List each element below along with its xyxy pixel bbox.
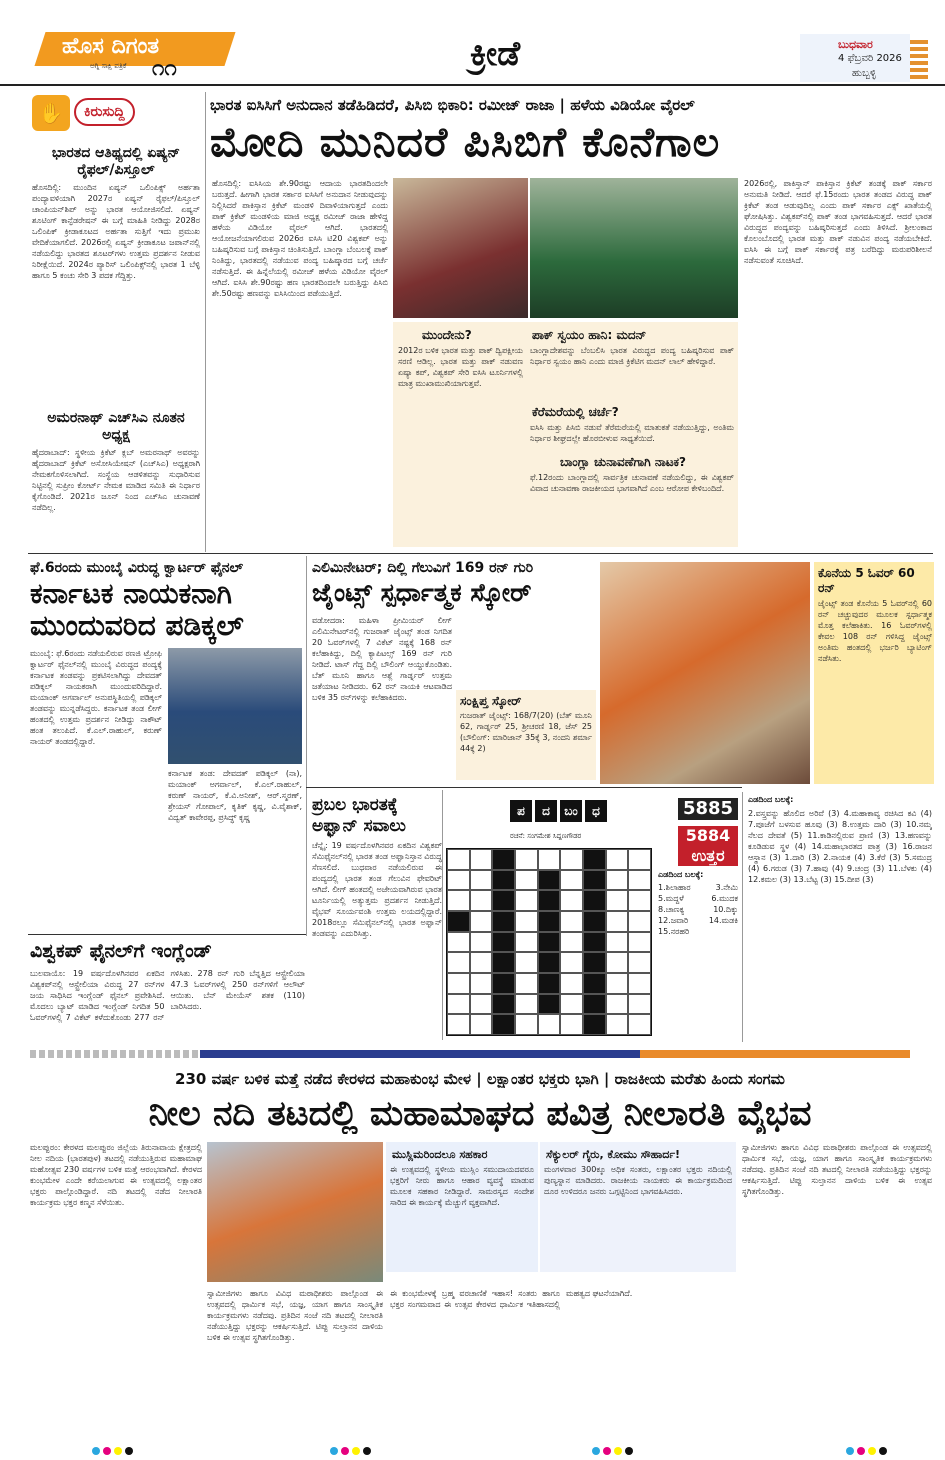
lead-body: ಹೊಸದಿಲ್ಲಿ: ಐಸಿಸಿಯ ಶೇ.90ರಷ್ಟು ಆದಾಯ ಭಾರತದಿಂದಲೇ ಬರುತ್ತದೆ. ಹೀಗಾಗಿ ಭಾರತ ಸರ್ಕಾರ ಐಸಿಸಿಗೆ ಅನುದಾನ ನೀಡುವುದನ್ನು ನಿಲ್ಲಿಸಿದರೆ ಪಾಕಿಸ್ತಾನ ಕ್ರಿಕೆಟ್ ಮಂಡಳಿ ದಿವಾಳಿಯಾಗುತ್ತದೆ ಎಂದು ಪಾಕ್ ಕ್ರಿಕೆಟ್ ಮಂಡಳಿಯ ಮಾಜಿ ಅಧ್ಯಕ್ಷ ರಮೀಜ್ ರಾಜಾ ಹೇಳಿದ್ದ ಹಳೆಯ ವಿಡಿಯೋ ವೈರಲ್ ಆಗಿದೆ. ಭಾರತದಲ್ಲಿ ಆಯೋಜನೆಯಾಗಲಿರುವ 2026ರ ಐಸಿಸಿ ಟಿ20 ವಿಶ್ವಕಪ್ ಅನ್ನು ಬಹಿಷ್ಕರಿಸುವ ಬಗ್ಗೆ ಪಾಕಿಸ್ತಾನ ಚಿಂತಿಸುತ್ತಿದೆ. ಬಾಂಗ್ಲಾ ಬೆಂಬಲಕ್ಕೆ ಪಾಕ್ ನಿಂತಿದ್ದು, ಭಾರತದಲ್ಲಿ ನಡೆಯುವ ಪಂದ್ಯ ಬಹಿಷ್ಕಾರದ ಬಗ್ಗೆ ಚರ್ಚೆ ನಡೆಸುತ್ತಿದೆ. ಈ ಹಿನ್ನೆಲೆಯಲ್ಲಿ ರಮೀಜ್ ಹಳೆಯ ವಿಡಿಯೋ ವೈರಲ್ ಆಗಿದೆ. ಐಸಿಸಿ ಶೇ.90ರಷ್ಟು ಹಣ ಭಾರತದಿಂದಲೇ ಬರುತ್ತಿದ್ದು ಪಿಸಿಬಿ ಶೇ.50ರಷ್ಟು ಹಣವನ್ನು ಐಸಿಸಿಯಿಂದ ಪಡೆಯುತ್ತಿದೆ. xyxy=(212,179,388,298)
crossword-cell[interactable] xyxy=(492,911,515,932)
crossword-cell[interactable] xyxy=(470,870,493,891)
crossword-cell[interactable] xyxy=(583,994,606,1015)
kumbh-photo xyxy=(207,1142,383,1282)
puzzle-number: 5885 xyxy=(678,798,738,820)
color-bar xyxy=(640,1050,910,1058)
crossword-cell[interactable] xyxy=(583,870,606,891)
clues-head: ಎಡದಿಂದ ಬಲಕ್ಕೆ: xyxy=(748,795,794,804)
info-head: ಮುಸ್ಲಿಮರಿಂದಲೂ ಸಹಕಾರ xyxy=(392,1148,488,1161)
crossword-cell[interactable] xyxy=(583,952,606,973)
answer-box xyxy=(678,826,738,866)
hand-icon: ✋ xyxy=(32,95,70,131)
info-body: ಮಂಗಳವಾರ 300ಕ್ಕೂ ಅಧಿಕ ಸಂತರು, ಲಕ್ಷಾಂತರ ಭಕ್ತರು ನದಿಯಲ್ಲಿ ಪುಣ್ಯಸ್ನಾನ ಮಾಡಿದರು. ರಾಜಕೀಯ ನಾಯಕರು ಈ ಕಾರ್ಯಕ್ರಮದಿಂದ ದೂರ ಉಳಿದರೂ ಜನರು ಒಗ್ಗಟ್ಟಿನಿಂದ ಭಾಗವಹಿಸಿದರು. xyxy=(544,1165,732,1196)
crossword-cell[interactable] xyxy=(515,911,538,932)
side-body: ಜೈಂಟ್ಸ್ ತಂಡ ಕೊನೆಯ 5 ಓವರ್‌ನಲ್ಲಿ 60 ರನ್ ಚಚ್ಚುವುದರ ಮೂಲಕ ಸ್ಪರ್ಧಾತ್ಮಕ ಮೊತ್ತ ಕಲೆಹಾಕಿತು. 16 ಓವರ್‌ಗಳಲ್ಲಿ ಕೇವಲ 108 ರನ್ ಗಳಿಸಿದ್ದ ಜೈಂಟ್ಸ್ ಅಂತಿಮ ಹಂತದಲ್ಲಿ ಭರ್ಜರಿ ಬ್ಯಾಟಿಂಗ್ ನಡೆಸಿತು. xyxy=(818,599,932,663)
crossword-cell[interactable] xyxy=(447,890,470,911)
score-head: ಸಂಕ್ಷಿಪ್ತ ಸ್ಕೋರ್ xyxy=(460,694,522,708)
pak-team-photo xyxy=(530,178,738,318)
crossword-cell[interactable] xyxy=(492,932,515,953)
crossword-cell[interactable] xyxy=(538,994,561,1015)
crossword-cell[interactable] xyxy=(538,911,561,932)
sidebar-body: ಬಾಂಗ್ಲಾದೇಶವನ್ನು ಬೆಂಬಲಿಸಿ ಭಾರತ ವಿರುದ್ಧದ ಪಂದ್ಯ ಬಹಿಷ್ಕರಿಸುವ ಪಾಕ್ ನಿರ್ಧಾರ ಸ್ವಯಂ ಹಾನಿ ಎಂದು ಮಾಜಿ ಕ್ರಿಕೆಟಿಗ ಮದನ್ ಲಾಲ್ ಹೇಳಿದ್ದಾರೆ. xyxy=(530,346,734,366)
crossword-letter: ಪ xyxy=(510,800,532,822)
crossword-cell[interactable] xyxy=(515,952,538,973)
crossword-cell[interactable] xyxy=(606,1014,629,1035)
kumbh-body: ಈ ಕುಂಭಮೇಳಕ್ಕೆ ಬ್ರಹ್ಮ ವರಚಾಣಿಕೆ ಇಹಾಸ! ಸಂತರು ಹಾಗೂ ಭಕ್ತರ ಸಂಗಮವಾದ ಈ ಉತ್ಸವ ಕೇರಳದ ಧಾರ್ಮಿಕ ಇತಿಹಾಸದಲ್ಲಿ ಮಹತ್ವದ ಘಟನೆಯಾಗಿದೆ. xyxy=(390,1289,633,1309)
crossword-cell[interactable] xyxy=(447,849,470,870)
side-head: ಕೊನೆಯ 5 ಓವರ್ 60 ರನ್ xyxy=(818,566,915,595)
crossword-cell[interactable] xyxy=(447,932,470,953)
crossword-cell[interactable] xyxy=(628,890,651,911)
column-rule xyxy=(442,790,443,1040)
divider xyxy=(306,787,742,788)
crossword-cell[interactable] xyxy=(538,849,561,870)
crossword-cell[interactable] xyxy=(628,932,651,953)
column-rule xyxy=(205,92,206,552)
crossword-cell[interactable] xyxy=(515,932,538,953)
kumbh-body: ಮಲಪ್ಪುರಂ: ಕೇರಳದ ಮಲಪ್ಪುರಂ ಜಿಲ್ಲೆಯ ತಿರುನಾವಾಯ ಕ್ಷೇತ್ರದಲ್ಲಿ ನೀಲ ನದಿಯ (ಭಾರತಪುಳ) ತಟದಲ್ಲಿ ನಡೆಯುತ್ತಿರುವ ಮಹಾಮಾಘ ಮಹೋತ್ಸವ 230 ವರ್ಷಗಳ ಬಳಿಕ ಮತ್ತೆ ಆರಂಭವಾಗಿದೆ. ಕೇರಳದ ಕುಂಭಮೇಳ ಎಂದೇ ಕರೆಯಲಾಗುವ ಈ ಉತ್ಸವದಲ್ಲಿ ಲಕ್ಷಾಂತರ ಭಕ್ತರು ಪಾಲ್ಗೊಂಡಿದ್ದಾರೆ. ನದಿ ತಟದಲ್ಲಿ ನಡೆದ ನೀಲಾರತಿ ಕಾರ್ಯಕ್ರಮ ಭಕ್ತರ ಕಣ್ಮನ ಸೆಳೆಯಿತು. xyxy=(30,1143,202,1207)
sidebar-body: ಐಸಿಸಿ ಮತ್ತು ಪಿಸಿಬಿ ನಡುವೆ ತೆರೆಮರೆಯಲ್ಲಿ ಮಾತುಕತೆ ನಡೆಯುತ್ತಿದ್ದು, ಅಂತಿಮ ನಿರ್ಧಾರ ಶೀಘ್ರದಲ್ಲೇ ಹೊರಬೀಳುವ ಸಾಧ್ಯತೆಯಿದೆ. xyxy=(530,423,734,443)
crossword-letter: ಧ xyxy=(585,800,607,822)
registration-dots xyxy=(846,1440,890,1459)
clues-head: ಎಡದಿಂದ ಬಲಕ್ಕೆ: xyxy=(658,870,704,879)
crossword-grid[interactable] xyxy=(446,848,652,1036)
brief-body: ಹೊಸದಿಲ್ಲಿ: ಮುಂದಿನ ಏಷ್ಯನ್ ಒಲಿಂಪಿಕ್ಸ್ ಅರ್ಹತಾ ಪಂದ್ಯಾವಳಿಯಾಗಿ 2027ರ ಏಷ್ಯನ್ ರೈಫಲ್/ಪಿಸ್ತೂಲ್ ಚಾಂಪಿಯನ್‌ಶಿಪ್ ಅನ್ನು ಭಾರತ ಆಯೋಜಿಸಲಿದೆ. ಏಷ್ಯನ್ ಶೂಟಿಂಗ್ ಕಾನ್ಫೆಡರೇಷನ್ ಈ ಬಗ್ಗೆ ಮಾಹಿತಿ ನೀಡಿದ್ದು 2028ರ ಒಲಿಂಪಿಕ್ ಕ್ರೀಡಾಕೂಟದ ಅರ್ಹತಾ ಸುತ್ತಿಗೆ ಇದು ಪ್ರಮುಖ ವೇದಿಕೆಯಾಗಲಿದೆ. 2026ರಲ್ಲಿ ಏಷ್ಯನ್ ಕ್ರೀಡಾಕೂಟ ಜಪಾನ್‌ನಲ್ಲಿ ನಡೆಯಲಿದ್ದು ಭಾರತದ ಶೂಟರ್‌ಗಳು ಉತ್ತಮ ಪ್ರದರ್ಶನ ನೀಡುವ ನಿರೀಕ್ಷೆಯಿದೆ. 2024ರ ಪ್ಯಾರಿಸ್ ಒಲಿಂಪಿಕ್ಸ್‌ನಲ್ಲಿ ಭಾರತ 1 ಬೆಳ್ಳಿ ಹಾಗೂ 5 ಕಂಚು ಸೇರಿ 3 ಪದಕ ಗೆದ್ದಿತ್ತು. xyxy=(32,183,200,280)
crossword-cell[interactable] xyxy=(447,994,470,1015)
crossword-title xyxy=(510,800,607,822)
color-bar xyxy=(30,1050,200,1058)
giants-body: ವಡೋದರಾ: ಮಹಿಳಾ ಪ್ರೀಮಿಯರ್ ಲೀಗ್ ಎಲಿಮಿನೇಟರ್‌ನಲ್ಲಿ ಗುಜರಾತ್ ಜೈಂಟ್ಸ್ ತಂಡ ನಿಗದಿತ 20 ಓವರ್‌ಗಳಲ್ಲಿ 7 ವಿಕೆಟ್ ನಷ್ಟಕ್ಕೆ 168 ರನ್ ಕಲೆಹಾಕಿದ್ದು, ದಿಲ್ಲಿ ಕ್ಯಾಪಿಟಲ್ಸ್ 169 ರನ್ ಗುರಿ ನೀಡಿದೆ. ಟಾಸ್ ಗೆದ್ದ ದಿಲ್ಲಿ ಬೌಲಿಂಗ್ ಆಯ್ದುಕೊಂಡಿತು. ಬೆತ್ ಮೂನಿ ಹಾಗೂ ಆಶ್ಲೆ ಗಾರ್ಡ್ನರ್ ಉತ್ತಮ ಜತೆಯಾಟ ನೀಡಿದರು. 62 ರನ್ ನಾಯಕಿ ಆಟವಾಡಿದ ಬಳಿಕ 35 ರನ್‌ಗಳನ್ನು ಕಲೆಹಾಕಿದರು. xyxy=(312,616,452,702)
sidebar-body: 2012ರ ಬಳಿಕ ಭಾರತ ಮತ್ತು ಪಾಕ್ ದ್ವಿಪಕ್ಷೀಯ ಸರಣಿ ಆಡಿಲ್ಲ. ಭಾರತ ಮತ್ತು ಪಾಕ್ ನಡುವಣ ಏಷ್ಯಾ ಕಪ್, ವಿಶ್ವಕಪ್ ಸೇರಿ ಐಸಿಸಿ ಟೂರ್ನಿಗಳಲ್ಲಿ ಮಾತ್ರ ಮುಖಾಮುಖಿಯಾಗುತ್ತವೆ. xyxy=(398,346,523,388)
crossword-cell[interactable] xyxy=(492,973,515,994)
crossword-cell[interactable] xyxy=(470,973,493,994)
crossword-cell[interactable] xyxy=(560,932,583,953)
sidebar-head: ಕೆರೆಮರೆಯಲ್ಲಿ ಚರ್ಚೆ? xyxy=(532,405,619,419)
crossword-cell[interactable] xyxy=(470,1014,493,1035)
padikkal-photo xyxy=(168,648,302,764)
crossword-cell[interactable] xyxy=(560,911,583,932)
page-number: ೧೧ xyxy=(152,56,177,81)
answer-number: 5884 xyxy=(685,826,731,845)
clue-list: 2.ವಸ್ತ್ರವನ್ನು ಹೊಲಿದ ಅರಿವೆ (3) 4.ಮಹಾಕಾವ್ಯ ರಚಿಸಿದ ಕವಿ (4) 7.ಪೂಜೆಗೆ ಬಳಸುವ ಹೂವು (3) 8.ಉತ್ತಮ ದಾರಿ (3) 10.ನಮ್ಮ ನೆಲದ ದೇವತೆ (5) 11.ಕಾಡಿನಲ್ಲಿರುವ ಪ್ರಾಣಿ (3) 13.ಹಣವನ್ನು ಕೂಡಿಡುವ ಸ್ಥಳ (4) 14.ಮಹಾಭಾರತದ ಪಾತ್ರ (3) 16.ರಾಜನ ಆಸ್ಥಾನ (3) 1.ದಾರಿ (3) 2.ನಾಯಕ (4) 3.ಕೆರೆ (3) 5.ಸಮುದ್ರ (4) 6.ಗರುಡ (3) 7.ಹಾವು (4) 9.ಚಂದ್ರ (3) 11.ಬೆಳಕು (4) 12.ಕಮಲ (3) 13.ಬೆಟ್ಟ (3) 15.ದೀಪ (3) xyxy=(748,809,932,884)
crossword-cell[interactable] xyxy=(628,849,651,870)
crossword-cell[interactable] xyxy=(470,849,493,870)
giants-kicker: ಎಲಿಮಿನೇಟರ್; ದಿಲ್ಲಿ ಗೆಲುವಿಗೆ 169 ರನ್ ಗುರಿ xyxy=(312,560,534,576)
sidebar-body: ಫೆ.12ರಂದು ಬಾಂಗ್ಲಾದಲ್ಲಿ ಸಾರ್ವತ್ರಿಕ ಚುನಾವಣೆ ನಡೆಯಲಿದ್ದು, ಈ ವಿಶ್ವಕಪ್ ವಿವಾದ ಚುನಾವಣಾ ರಾಜಕೀಯದ ಭಾಗವಾಗಿದೆ ಎಂಬ ಆರೋಪ ಕೇಳಿಬಂದಿದೆ. xyxy=(530,473,734,493)
crossword-cell[interactable] xyxy=(538,952,561,973)
answer-list: 1.ಶಿಲಾಹಾರ 3.ನೇಮಿ 5.ಮದ್ದಳೆ 6.ಮುದಕ 8.ಚಾಣಕ್ಯ 10.ದಿಕ್ಕು 12.ಜವಾರಿ 14.ಮಡಕಿ 15.ನರಹರಿ xyxy=(658,883,738,936)
crossword-cell[interactable] xyxy=(515,870,538,891)
crossword-cell[interactable] xyxy=(606,973,629,994)
crossword-cell[interactable] xyxy=(560,973,583,994)
crossword-cell[interactable] xyxy=(628,952,651,973)
lead-kicker: ಭಾರತ ಐಸಿಸಿಗೆ ಅನುದಾನ ತಡೆಹಿಡಿದರೆ, ಪಿಸಿಬಿ ಭಿಕಾರಿ: ರಮೀಜ್ ರಾಜಾ | ಹಳೆಯ ವಿಡಿಯೋ ವೈರಲ್ xyxy=(210,96,695,114)
crossword-letter: ಬಂ xyxy=(560,800,582,822)
crossword-cell[interactable] xyxy=(492,952,515,973)
crossword-cell[interactable] xyxy=(583,973,606,994)
day: ಬುಧವಾರ xyxy=(838,38,873,51)
crossword-cell[interactable] xyxy=(628,911,651,932)
divider xyxy=(28,934,306,935)
crossword-credit: ರಚನೆ: ಸಂಗಮೇಶ ಸಿದ್ದಣಗೌಡರ xyxy=(510,832,582,840)
crossword-cell[interactable] xyxy=(606,849,629,870)
sidebar-head: ಪಾಕ್ ಸ್ವಯಂ ಹಾನಿ: ಮದನ್ xyxy=(532,328,647,342)
crossword-cell[interactable] xyxy=(515,1014,538,1035)
crossword-cell[interactable] xyxy=(447,1014,470,1035)
crossword-cell[interactable] xyxy=(492,849,515,870)
crossword-cell[interactable] xyxy=(583,849,606,870)
city: ಹುಬ್ಬಳ್ಳಿ xyxy=(852,68,877,79)
crossword-cell[interactable] xyxy=(515,973,538,994)
team-list: ಕರ್ನಾಟಕ ತಂಡ: ದೇವದತ್ ಪಡಿಕ್ಕಲ್ (ನಾ), ಮಯಾಂಕ್ ಅಗರ್ವಾಲ್, ಕೆ.ಎಲ್.ರಾಹುಲ್, ಕರುಣ್ ನಾಯರ್, ಕೆ.ವಿ.ಅನೀಶ್, ಆರ್.ಸ್ಮರಣ್, ಶ್ರೇಯಸ್ ಗೋಪಾಲ್, ಕೃತಿಕ್ ಕೃಷ್ಣ, ವಿ.ವೈಶಾಕ್, ವಿದ್ವತ್ ಕಾವೇರಪ್ಪ, ಪ್ರಸಿದ್ಧ್ ಕೃಷ್ಣ xyxy=(168,769,302,822)
crossword-cell[interactable] xyxy=(470,952,493,973)
registration-dots xyxy=(92,1440,136,1459)
crossword-cell[interactable] xyxy=(583,1014,606,1035)
padikkal-kicker: ಫೆ.6ರಂದು ಮುಂಬೈ ವಿರುದ್ಧ ಕ್ವಾರ್ಟರ್ ಫೈನಲ್ xyxy=(30,560,244,576)
kiru-label: ಕಿರುಸುದ್ದಿ xyxy=(74,98,135,126)
info-body: ಈ ಉತ್ಸವದಲ್ಲಿ ಸ್ಥಳೀಯ ಮುಸ್ಲಿಂ ಸಮುದಾಯದವರೂ ಭಕ್ತರಿಗೆ ನೀರು ಹಾಗೂ ಆಹಾರ ವ್ಯವಸ್ಥೆ ಮಾಡುವ ಮೂಲಕ ಸಹಕಾರ ನೀಡಿದ್ದಾರೆ. ಸಾಮರಸ್ಯದ ಸಂದೇಶ ಸಾರಿದ ಈ ಕಾರ್ಯಕ್ಕೆ ಮೆಚ್ಚುಗೆ ವ್ಯಕ್ತವಾಗಿದೆ. xyxy=(390,1165,534,1207)
registration-dots xyxy=(330,1440,374,1459)
crossword-cell[interactable] xyxy=(447,973,470,994)
divider xyxy=(28,553,933,554)
crossword-cell[interactable] xyxy=(560,849,583,870)
crossword-cell[interactable] xyxy=(606,911,629,932)
crossword-cell[interactable] xyxy=(538,870,561,891)
score-body: ಗುಜರಾತ್ ಜೈಂಟ್ಸ್: 168/7(20) (ಬೆತ್ ಮೂನಿ 62, ಗಾರ್ಡ್ನರ್ 25, ಶ್ರೀಚರಣಿ 18, ಜೆಸ್ 25 (ಬೌಲಿಂಗ್: ಮಾರಿಜಾನ್ 35ಕ್ಕೆ 3, ನಂದನಿ ಶರ್ಮಾ 44ಕ್ಕೆ 2) xyxy=(460,711,592,753)
padikkal-headline[interactable]: ಕರ್ನಾಟಕ ನಾಯಕನಾಗಿ ಮುಂದುವರಿದ ಪಡಿಕ್ಕಲ್ xyxy=(30,577,244,642)
registration-dots xyxy=(592,1440,636,1459)
ornament xyxy=(910,40,928,80)
padikkal-body: ಮುಂಬೈ: ಫೆ.6ರಂದು ನಡೆಯಲಿರುವ ರಣಜಿ ಟ್ರೋಫಿ ಕ್ವಾರ್ಟರ್ ಫೈನಲ್‌ನಲ್ಲಿ ಮುಂಬೈ ವಿರುದ್ಧದ ಪಂದ್ಯಕ್ಕೆ ಕರ್ನಾಟಕ ತಂಡವನ್ನು ಪ್ರಕಟಿಸಲಾಗಿದ್ದು ದೇವದತ್ ಪಡಿಕ್ಕಲ್ ನಾಯಕರಾಗಿ ಮುಂದುವರಿದಿದ್ದಾರೆ. ಮಯಾಂಕ್ ಅಗರ್ವಾಲ್ ಅನುಪಸ್ಥಿತಿಯಲ್ಲಿ ಪಡಿಕ್ಕಲ್ ತಂಡವನ್ನು ಮುನ್ನಡೆಸಿದ್ದರು. ಕರ್ನಾಟಕ ತಂಡ ಲೀಗ್ ಹಂತದಲ್ಲಿ ಉತ್ತಮ ಪ್ರದರ್ಶನ ನೀಡಿದ್ದು ನಾಕೌಟ್ ಹಂತ ತಲುಪಿದೆ. ಕೆ.ಎಲ್.ರಾಹುಲ್, ಕರುಣ್ ನಾಯರ್ ತಂಡದಲ್ಲಿದ್ದಾರೆ. xyxy=(30,649,162,746)
crossword-cell[interactable] xyxy=(628,973,651,994)
crossword-letter: ದ xyxy=(535,800,557,822)
brief-body: ಹೈದರಾಬಾದ್: ಸ್ಥಳೀಯ ಕ್ರಿಕೆಟ್ ಕ್ಲಬ್ ಅಮರನಾಥ್ ಅವರನ್ನು ಹೈದರಾಬಾದ್ ಕ್ರಿಕೆಟ್ ಅಸೋಸಿಯೇಷನ್ (ಎಚ್‌ಸಿಎ) ಅಧ್ಯಕ್ಷರಾಗಿ ನೇಮಕಗೊಳಿಸಲಾಗಿದೆ. ಸಂಸ್ಥೆಯ ಆಡಳಿತವನ್ನು ಸುಧಾರಿಸುವ ನಿಟ್ಟಿನಲ್ಲಿ ಸುಪ್ರೀಂ ಕೋರ್ಟ್ ನೇಮಕ ಮಾಡಿದ ಸಮಿತಿ ಈ ನಿರ್ಧಾರ ಕೈಗೊಂಡಿದೆ. 2021ರ ಜೂನ್ ನಿಂದ ಎಚ್‌ಸಿಎ ಚುನಾವಣೆ ನಡೆದಿಲ್ಲ. xyxy=(32,448,200,512)
crossword-cell[interactable] xyxy=(583,911,606,932)
giants-headline[interactable]: ಜೈಂಟ್ಸ್ ಸ್ಪರ್ಧಾತ್ಮಕ ಸ್ಕೋರ್ xyxy=(312,578,532,607)
column-rule xyxy=(306,556,307,936)
column-rule xyxy=(742,792,743,1042)
crossword-cell[interactable] xyxy=(538,1014,561,1035)
crossword-cell[interactable] xyxy=(560,1014,583,1035)
crossword-cell[interactable] xyxy=(538,890,561,911)
crossword-cell[interactable] xyxy=(560,890,583,911)
kumbh-headline[interactable]: ನೀಲ ನದಿ ತಟದಲ್ಲಿ ಮಹಾಮಾಘದ ಪವಿತ್ರ ನೀಲಾರತಿ ವೈಭವ xyxy=(148,1094,812,1134)
crossword-cell[interactable] xyxy=(606,890,629,911)
kumbh-body: ಸ್ವಾಮೀಜಿಗಳು ಹಾಗೂ ವಿವಿಧ ಮಠಾಧೀಶರು ಪಾಲ್ಗೊಂಡ ಈ ಉತ್ಸವದಲ್ಲಿ ಧಾರ್ಮಿಕ ಸಭೆ, ಯಜ್ಞ, ಯಾಗ ಹಾಗೂ ಸಾಂಸ್ಕೃತಿಕ ಕಾರ್ಯಕ್ರಮಗಳು ನಡೆದವು. ಪ್ರತಿದಿನ ಸಂಜೆ ನದಿ ತಟದಲ್ಲಿ ನೀಲಾರತಿ ನಡೆಯುತ್ತಿದ್ದು ಭಕ್ತರನ್ನು ಆಕರ್ಷಿಸುತ್ತಿದೆ. ಟಿಪ್ಪು ಸುಲ್ತಾನನ ದಾಳಿಯ ಬಳಿಕ ಈ ಉತ್ಸವ ಸ್ಥಗಿತಗೊಂಡಿತ್ತು. xyxy=(742,1143,932,1196)
crossword-cell[interactable] xyxy=(606,932,629,953)
crossword-cell[interactable] xyxy=(447,911,470,932)
england-body: ಬುಲವಾಯೊ: 19 ವರ್ಷದೊಳಗಿನವರ ಏಕದಿನ ವಿಶ್ವಕಪ್‌ನಲ್ಲಿ ಆಸ್ಟ್ರೇಲಿಯಾ ವಿರುದ್ಧ 27 ರನ್‌ಗಳ ಜಯ ಸಾಧಿಸಿದ ಇಂಗ್ಲೆಂಡ್ ಫೈನಲ್ ಪ್ರವೇಶಿಸಿದೆ. ಮೊದಲು ಬ್ಯಾಟ್ ಮಾಡಿದ ಇಂಗ್ಲೆಂಡ್ ನಿಗದಿತ 50 ಓವರ್‌ಗಳಲ್ಲಿ 7 ವಿಕೆಟ್ ಕಳೆದುಕೊಂಡು 277 ರನ್ ಗಳಿಸಿತು. 278 ರನ್ ಗುರಿ ಬೆನ್ನತ್ತಿದ ಆಸ್ಟ್ರೇಲಿಯಾ 47.3 ಓವರ್‌ಗಳಲ್ಲಿ 250 ರನ್‌ಗಳಿಗೆ ಆಲೌಟ್ ಆಯಿತು. ಬೆನ್ ಮೇಯೆಸ್ ಶತಕ (110) ಬಾರಿಸಿದರು. xyxy=(30,969,305,1022)
lead-headline[interactable]: ಮೋದಿ ಮುನಿದರೆ ಪಿಸಿಬಿಗೆ ಕೊನೆಗಾಲ xyxy=(210,118,721,166)
crossword-cell[interactable] xyxy=(447,870,470,891)
crossword-cell[interactable] xyxy=(447,952,470,973)
lead-body: 2026ರಲ್ಲಿ, ಪಾಕಿಸ್ತಾನ್ ಪಾಕಿಸ್ತಾನ ಕ್ರಿಕೆಟ್ ತಂಡಕ್ಕೆ ಪಾಕ್ ಸರ್ಕಾರ ಅನುಮತಿ ನೀಡಿದೆ. ಆದರೆ ಫೆ.15ರಂದು ಭಾರತ ತಂಡದ ವಿರುದ್ಧ ಪಾಕ್ ಕ್ರಿಕೆಟ್ ತಂಡ ಆಡುವುದಿಲ್ಲ ಎಂದು ಪಾಕ್ ಸರ್ಕಾರ ಎಕ್ಸ್ ಖಾತೆಯಲ್ಲಿ ಘೋಷಿಸಿತ್ತು. ವಿಶ್ವಕಪ್‌ನಲ್ಲಿ ಪಾಕ್ ತಂಡ ಭಾಗವಹಿಸುತ್ತದೆ. ಆದರೆ ಭಾರತ ವಿರುದ್ಧದ ಪಂದ್ಯವನ್ನು ಬಹಿಷ್ಕರಿಸುತ್ತದೆ ಎಂದು ತಿಳಿಸಿದೆ. ಶ್ರೀಲಂಕಾದ ಕೊಲಂಬೊದಲ್ಲಿ ಭಾರತ ಮತ್ತು ಪಾಕ್ ನಡುವಿನ ಪಂದ್ಯ ನಡೆಯಬೇಕಿದೆ. ಐಸಿಸಿ ಈ ಬಗ್ಗೆ ಪಾಕ್ ಸರ್ಕಾರಕ್ಕೆ ಪತ್ರ ಬರೆದಿದ್ದು ಮರುಪರಿಶೀಲನೆ ನಡೆಸುವಂತೆ ಸೂಚಿಸಿದೆ. xyxy=(744,179,932,265)
crossword-cell[interactable] xyxy=(538,973,561,994)
crossword-cell[interactable] xyxy=(628,870,651,891)
kumbh-kicker: 230 ವರ್ಷ ಬಳಿಕ ಮತ್ತೆ ನಡೆದ ಕೇರಳದ ಮಹಾಕುಂಭ ಮೇಳ | ಲಕ್ಷಾಂತರ ಭಕ್ತರು ಭಾಗಿ | ರಾಜಕೀಯ ಮರೆತು ಹಿಂದು ಸಂಗಮ xyxy=(175,1070,785,1088)
ramiz-photo xyxy=(393,178,528,318)
brief-headline[interactable]: ಅಮರನಾಥ್ ಎಚ್‌ಸಿಎ ನೂತನ ಅಧ್ಯಕ್ಷ xyxy=(47,410,185,443)
england-headline[interactable]: ವಿಶ್ವಕಪ್ ಫೈನಲ್‌ಗೆ ಇಂಗ್ಲೆಂಡ್ xyxy=(30,940,212,962)
info-head: ಸೆಕ್ಯುಲರ್ ಗೈರು, ಕೋಮು ಸೌಹಾರ್ದ! xyxy=(546,1148,681,1161)
crossword-cell[interactable] xyxy=(538,932,561,953)
crossword-cell[interactable] xyxy=(492,994,515,1015)
crossword-cell[interactable] xyxy=(583,890,606,911)
answer-label: ಉತ್ತರ xyxy=(691,846,725,865)
giants-photo xyxy=(600,562,810,784)
crossword-cell[interactable] xyxy=(492,1014,515,1035)
crossword-cell[interactable] xyxy=(583,932,606,953)
sidebar-head: ಬಾಂಗ್ಲಾ ಚುನಾವಣೆಗಾಗಿ ನಾಟಕ? xyxy=(560,455,687,469)
brief-headline[interactable]: ಭಾರತದ ಆತಿಥ್ಯದಲ್ಲಿ ಏಷ್ಯನ್ ರೈಫಲ್/ಪಿಸ್ತೂಲ್ xyxy=(51,145,181,178)
afghan-body: ಚೆನ್ನೈ: 19 ವರ್ಷದೊಳಗಿನವರ ಏಕದಿನ ವಿಶ್ವಕಪ್ ಸೆಮಿಫೈನಲ್‌ನಲ್ಲಿ ಭಾರತ ತಂಡ ಅಫ್ಘಾನಿಸ್ತಾನ ವಿರುದ್ಧ ಸೆಣಸಲಿದೆ. ಬುಧವಾರ ನಡೆಯಲಿರುವ ಈ ಪಂದ್ಯದಲ್ಲಿ ಭಾರತ ತಂಡ ಗೆಲುವಿನ ಫೇವರಿಟ್ ಆಗಿದೆ. ಲೀಗ್ ಹಂತದಲ್ಲಿ ಅಜೇಯವಾಗಿರುವ ಭಾರತ ಟೂರ್ನಿಯಲ್ಲಿ ಅತ್ಯುತ್ತಮ ಪ್ರದರ್ಶನ ನೀಡುತ್ತಿದೆ. ವೈಭವ್ ಸೂರ್ಯವಂಶಿ ಉತ್ತಮ ಲಯದಲ್ಲಿದ್ದಾರೆ. 2018ರಲ್ಲೂ ಸೆಮಿಫೈನಲ್‌ನಲ್ಲಿ ಭಾರತ ಅಫ್ಘಾನ್ ತಂಡವನ್ನು ಎದುರಿಸಿತ್ತು. xyxy=(312,841,442,938)
afghan-headline[interactable]: ಪ್ರಬಲ ಭಾರತಕ್ಕೆ ಅಫ್ಘಾನ್ ಸವಾಲು xyxy=(312,795,406,836)
crossword-cell[interactable] xyxy=(470,932,493,953)
crossword-cell[interactable] xyxy=(606,870,629,891)
crossword-cell[interactable] xyxy=(492,890,515,911)
section-title: ಕ್ರೀಡೆ xyxy=(470,34,521,74)
kumbh-body: ಸ್ವಾಮೀಜಿಗಳು ಹಾಗೂ ವಿವಿಧ ಮಠಾಧೀಶರು ಪಾಲ್ಗೊಂಡ ಈ ಉತ್ಸವದಲ್ಲಿ ಧಾರ್ಮಿಕ ಸಭೆ, ಯಜ್ಞ, ಯಾಗ ಹಾಗೂ ಸಾಂಸ್ಕೃತಿಕ ಕಾರ್ಯಕ್ರಮಗಳು ನಡೆದವು. ಪ್ರತಿದಿನ ಸಂಜೆ ನದಿ ತಟದಲ್ಲಿ ನೀಲಾರತಿ ನಡೆಯುತ್ತಿದ್ದು ಭಕ್ತರನ್ನು ಆಕರ್ಷಿಸುತ್ತಿದೆ. ಟಿಪ್ಪು ಸುಲ್ತಾನನ ದಾಳಿಯ ಬಳಿಕ ಈ ಉತ್ಸವ ಸ್ಥಗಿತಗೊಂಡಿತ್ತು. xyxy=(207,1289,383,1342)
crossword-cell[interactable] xyxy=(628,994,651,1015)
crossword-cell[interactable] xyxy=(560,870,583,891)
crossword-cell[interactable] xyxy=(470,890,493,911)
crossword-cell[interactable] xyxy=(606,952,629,973)
crossword-cell[interactable] xyxy=(515,849,538,870)
crossword-cell[interactable] xyxy=(628,1014,651,1035)
crossword-cell[interactable] xyxy=(515,890,538,911)
crossword-cell[interactable] xyxy=(560,952,583,973)
color-bar xyxy=(200,1050,640,1058)
crossword-cell[interactable] xyxy=(492,870,515,891)
logo-tagline: ಅಗ್ನಿ ಸಾಕ್ಷಿ ಪತ್ರಿಕೆ xyxy=(90,62,127,70)
crossword-cell[interactable] xyxy=(470,994,493,1015)
crossword-cell[interactable] xyxy=(560,994,583,1015)
crossword-cell[interactable] xyxy=(515,994,538,1015)
date: 4 ಫೆಬ್ರವರಿ 2026 xyxy=(838,53,902,64)
crossword-cell[interactable] xyxy=(470,911,493,932)
crossword-cell[interactable] xyxy=(606,994,629,1015)
logo[interactable]: ಹೊಸ ದಿಗಂತ xyxy=(62,34,160,59)
sidebar-head: ಮುಂದೇನು? xyxy=(422,328,472,342)
